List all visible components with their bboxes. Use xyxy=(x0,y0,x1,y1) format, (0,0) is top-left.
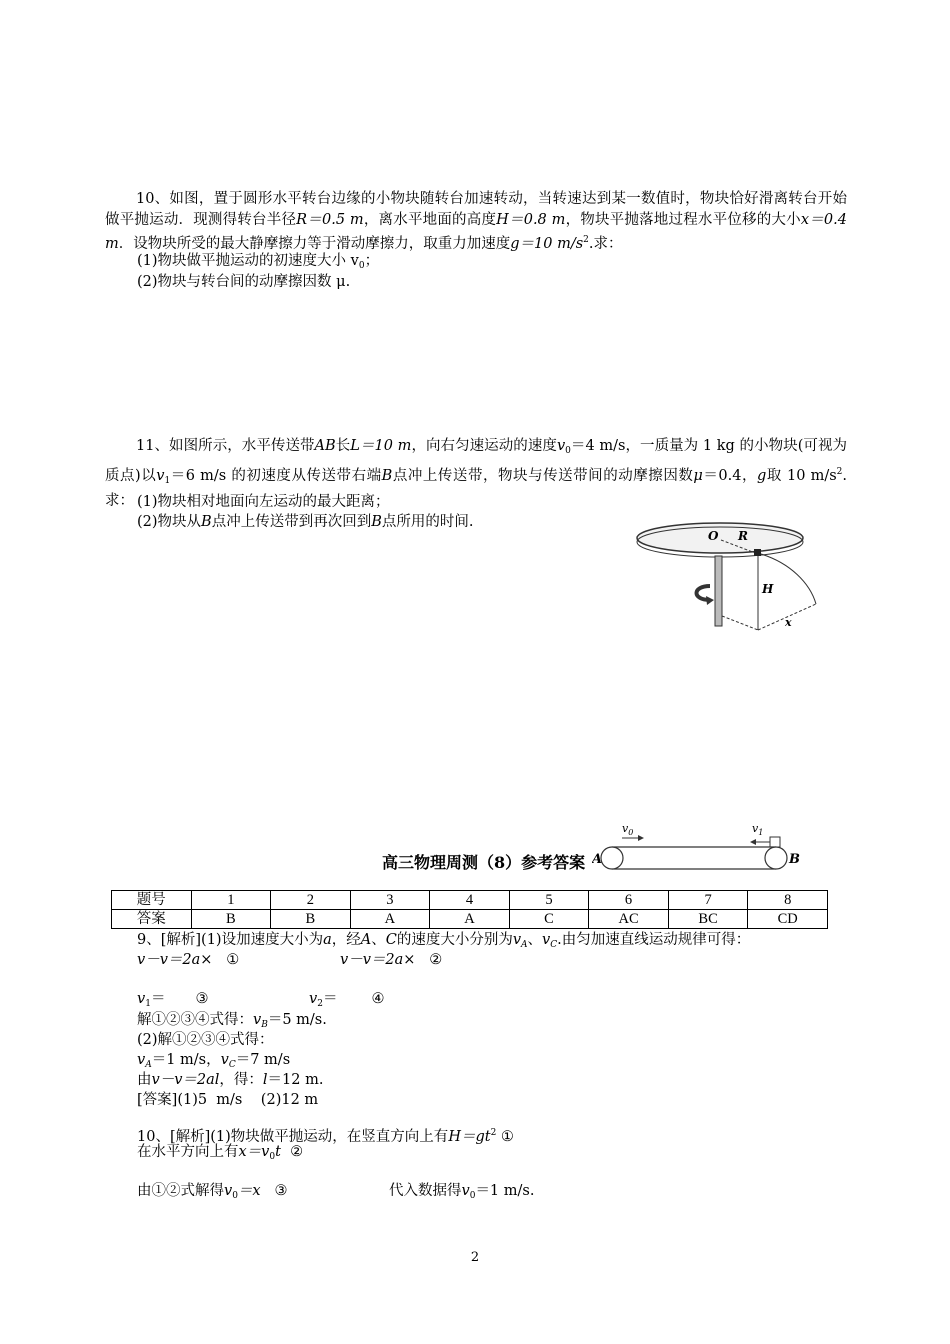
table-cell: 2 xyxy=(271,891,351,910)
answer-title: 高三物理周测（8）参考答案 xyxy=(382,853,586,872)
page-number: 2 xyxy=(470,1250,480,1265)
q11-sub1: (1)物块相对地面向左运动的最大距离； xyxy=(137,494,390,510)
sol9-line8: 由v－v＝2al，得：l＝12 m. xyxy=(137,1072,324,1088)
sol9-eq4: $v_2=$ ④ xyxy=(309,991,385,1009)
sol9-answer: [答案](1)5 m/s (2)12 m xyxy=(137,1092,319,1108)
sol9-line5: 解①②③④式得：$v_B=5$ m/s. xyxy=(137,1012,327,1030)
sol9-eq1: v－v＝2a× ① xyxy=(137,952,240,968)
q10-radius: R＝0.5 m xyxy=(296,211,364,228)
table-cell: 答案 xyxy=(112,910,192,929)
q11-paragraph: 11、如图所示，水平传送带AB长L＝10 m，向右匀速运动的速度$v_0=4$ m/s，一质量为 1 kg 的小物块(可视为质点)以$v_1=6$ m/s 的初速度从传送带右端B点冲上传送带，物块与传送带间的动摩擦因数μ＝0.4，g取 10 $m/s^2$.求： xyxy=(105,438,848,509)
sol9-eq3: $v_1=$ ③ xyxy=(137,991,209,1009)
table-cell: A xyxy=(350,910,430,929)
svg-text:v1: $v_1$ xyxy=(752,822,764,837)
sol10-line2: 在水平方向上有$x=v_0t$ ② xyxy=(137,1144,304,1162)
label-x: x xyxy=(785,616,792,629)
table-cell: 4 xyxy=(430,891,510,910)
table-cell: 8 xyxy=(748,891,828,910)
label-A: A xyxy=(592,852,603,867)
label-B: B xyxy=(789,852,800,867)
label-v1: v xyxy=(752,822,759,835)
table-cell: CD xyxy=(748,910,828,929)
table-row xyxy=(112,891,828,910)
block xyxy=(770,837,780,847)
table-row xyxy=(112,910,828,929)
q10-gravity: g＝10 m/s xyxy=(510,236,584,252)
right-roller xyxy=(765,847,787,869)
small-block xyxy=(754,549,761,556)
q10-sub1: (1)物块做平抛运动的初速度大小 $v_0$； xyxy=(137,253,380,271)
table-cell: BC xyxy=(668,910,748,929)
sol10-line3-result: 代入数据得$v_0=1$ m/s. xyxy=(389,1183,535,1201)
table-cell: B xyxy=(191,910,271,929)
table-cell: AC xyxy=(589,910,669,929)
label-R: R xyxy=(738,529,748,543)
sol9-line7: $v_A=1$ m/s，$v_C=7$ m/s xyxy=(137,1052,291,1070)
sol10-line1: 10、[解析](1)物块做平抛运动，在竖直方向上有$H=gt^2$ ① xyxy=(137,1128,514,1145)
label-v0: v xyxy=(622,822,629,835)
table-cell: 5 xyxy=(509,891,589,910)
table-cell: 7 xyxy=(668,891,748,910)
table-cell: 3 xyxy=(350,891,430,910)
turntable-figure xyxy=(630,518,830,638)
left-roller xyxy=(601,847,623,869)
sol9-line1: 9、[解析](1)设加速度大小为a，经A、C的速度大小分别为$v_A$、$v_C$.由匀加速直线运动规律可得： xyxy=(137,932,751,950)
table-cell: 6 xyxy=(589,891,669,910)
label-H: H xyxy=(762,582,774,596)
label-O: O xyxy=(708,529,719,543)
turntable-shaft xyxy=(715,556,722,626)
q10-sub2: (2)物块与转台间的动摩擦因数 μ. xyxy=(137,274,351,290)
conveyor-figure xyxy=(592,818,807,876)
svg-text:v0: $v_0$ xyxy=(622,822,634,837)
table-cell: 题号 xyxy=(112,891,192,910)
q10-paragraph: 10、如图，置于圆形水平转台边缘的小物块随转台加速转动，当转速达到某一数值时，物块恰好滑离转台开始做平抛运动．现测得转台半径R＝0.5 m，离水平地面的高度H＝0.8 m，物块平抛落地过程水平位移的大小x＝0.4 m．设物块所受的最大静摩擦力等于滑动摩擦力，取重力加速度g＝10 $m/s^2$.求： xyxy=(105,191,847,252)
q10-displacement: x＝0.4 m xyxy=(105,211,847,252)
table-cell: B xyxy=(271,910,351,929)
q11-sub2: (2)物块从B点冲上传送带到再次回到B点所用的时间. xyxy=(137,514,474,530)
sol10-line3: 由①②式解得$v_0=x$ ③ xyxy=(137,1183,288,1201)
answer-table xyxy=(111,890,828,929)
table-cell: 1 xyxy=(191,891,271,910)
sol9-line6: (2)解①②③④式得： xyxy=(137,1032,274,1048)
sol9-eq2: v－v＝2a× ② xyxy=(340,952,443,968)
q10-height: H＝0.8 m xyxy=(496,211,566,228)
table-cell: C xyxy=(509,910,589,929)
table-cell: A xyxy=(430,910,510,929)
